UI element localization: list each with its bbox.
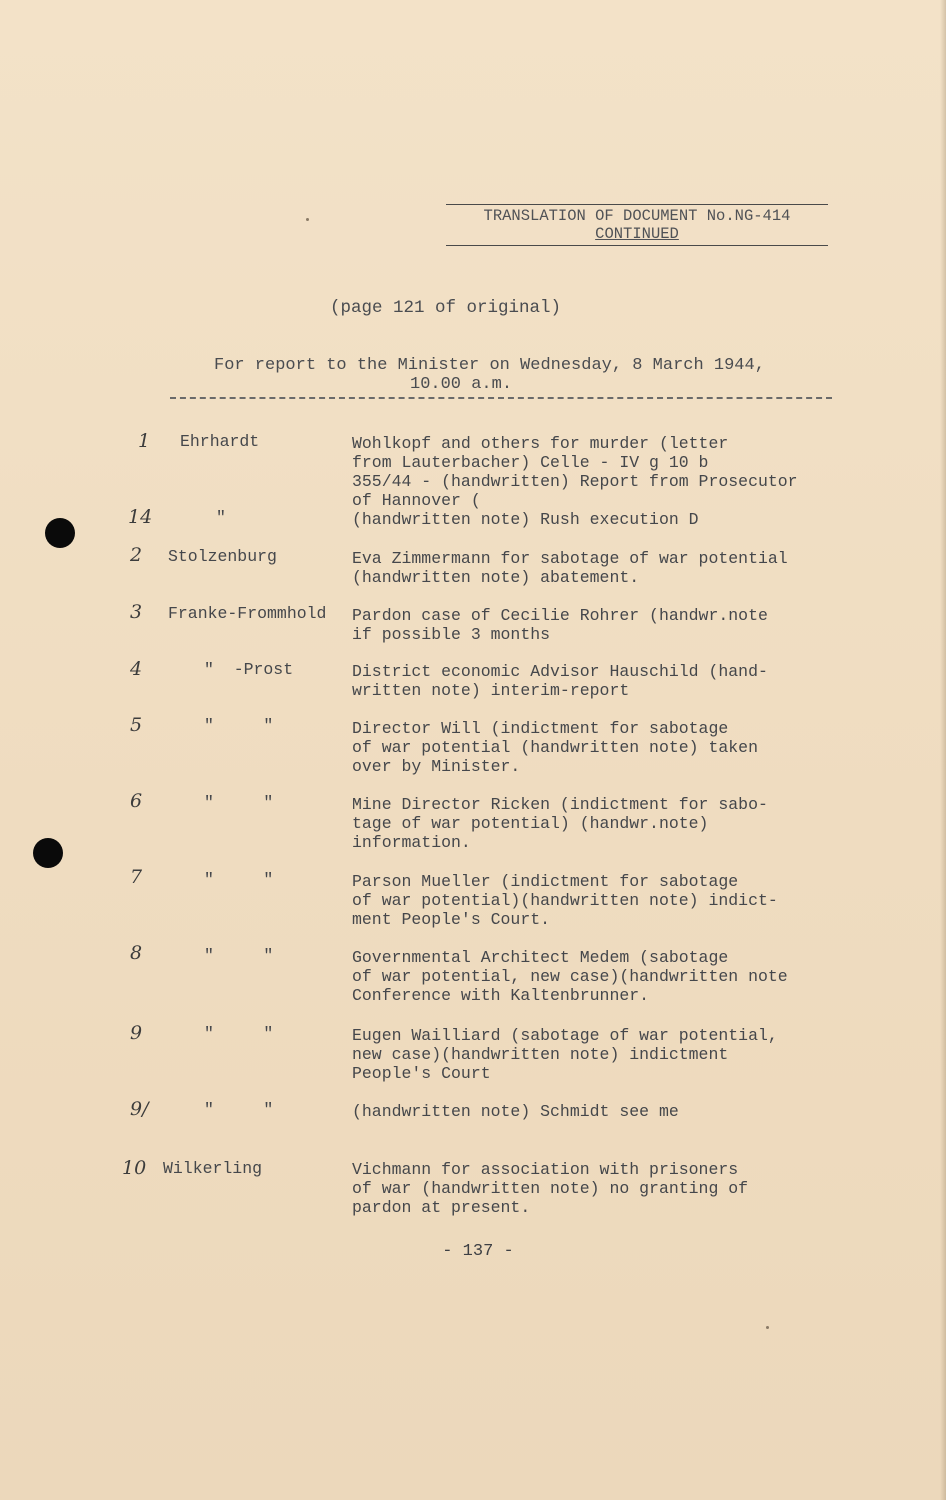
- page-number: - 137 -: [442, 1242, 514, 1261]
- entry-description: Eugen Wailliard (sabotage of war potential, new case)(handwritten note) indictment People's Court: [352, 1026, 778, 1083]
- entry-name: " ": [204, 1024, 274, 1043]
- entry-name: ": [216, 508, 226, 527]
- entry-description: Pardon case of Cecilie Rohrer (handwr.note if possible 3 months: [352, 606, 768, 644]
- page-edge-shadow: [940, 0, 946, 1500]
- punch-hole-top: [45, 518, 75, 548]
- entry-name: " ": [204, 946, 274, 965]
- entry-name: Ehrhardt: [180, 432, 260, 451]
- report-line-2: 10.00 a.m.: [410, 375, 513, 394]
- entry-description: Governmental Architect Medem (sabotage of war potential, new case)(handwritten note Conference with Kaltenbrunner.: [352, 948, 788, 1005]
- entry-name: " ": [204, 870, 274, 889]
- entry-description: (handwritten note) Rush execution D: [352, 510, 699, 529]
- entry-name: Wilkerling: [163, 1159, 263, 1178]
- entry-name: " ": [204, 716, 274, 735]
- header-title: TRANSLATION OF DOCUMENT No.NG-414: [483, 207, 791, 225]
- entry-number: 14: [128, 506, 153, 528]
- entry-description: (handwritten note) Schmidt see me: [352, 1102, 679, 1121]
- entry-description: Wohlkopf and others for murder (letter from Lauterbacher) Celle - IV g 10 b 355/44 - (handwritten) Report from Prosecutor of Hannover (: [352, 434, 798, 510]
- entry-name: " ": [204, 793, 274, 812]
- entry-name: " -Prost: [204, 660, 294, 679]
- entry-description: Director Will (indictment for sabotage of war potential (handwritten note) taken over by Minister.: [352, 719, 758, 776]
- report-line-1: For report to the Minister on Wednesday, 8 March 1944,: [214, 356, 765, 375]
- entry-description: District economic Advisor Hauschild (hand- written note) interim-report: [352, 662, 768, 700]
- entry-number: 5: [130, 714, 143, 736]
- entry-number: 10: [122, 1157, 147, 1179]
- page-reference: (page 121 of original): [330, 298, 562, 318]
- entry-number: 3: [130, 601, 143, 623]
- entry-number: 6: [130, 790, 143, 812]
- document-header: [446, 204, 828, 246]
- entry-number: 9/: [130, 1098, 149, 1120]
- entry-description: Vichmann for association with prisoners of war (handwritten note) no granting of pardon at present.: [352, 1160, 749, 1217]
- entry-description: Eva Zimmermann for sabotage of war potential (handwritten note) abatement.: [352, 549, 788, 587]
- entry-name: Stolzenburg: [168, 547, 277, 566]
- dashed-separator: [170, 397, 832, 399]
- entry-name: Franke-Frommhold: [168, 604, 327, 623]
- entry-number: 4: [130, 658, 143, 680]
- entry-number: 2: [130, 544, 143, 566]
- entry-number: 1: [138, 430, 151, 452]
- entry-number: 9: [130, 1022, 143, 1044]
- header-subtitle: CONTINUED: [595, 225, 679, 243]
- entry-number: 7: [130, 866, 143, 888]
- report-heading: [214, 356, 854, 394]
- paper-speck: [766, 1326, 769, 1329]
- paper-speck: [306, 218, 309, 221]
- entry-description: Parson Mueller (indictment for sabotage of war potential)(handwritten note) indict- ment People's Court.: [352, 872, 778, 929]
- entry-number: 8: [130, 942, 143, 964]
- entry-description: Mine Director Ricken (indictment for sabo- tage of war potential) (handwr.note) information.: [352, 795, 768, 852]
- entry-name: " ": [204, 1100, 274, 1119]
- punch-hole-bottom: [33, 838, 63, 868]
